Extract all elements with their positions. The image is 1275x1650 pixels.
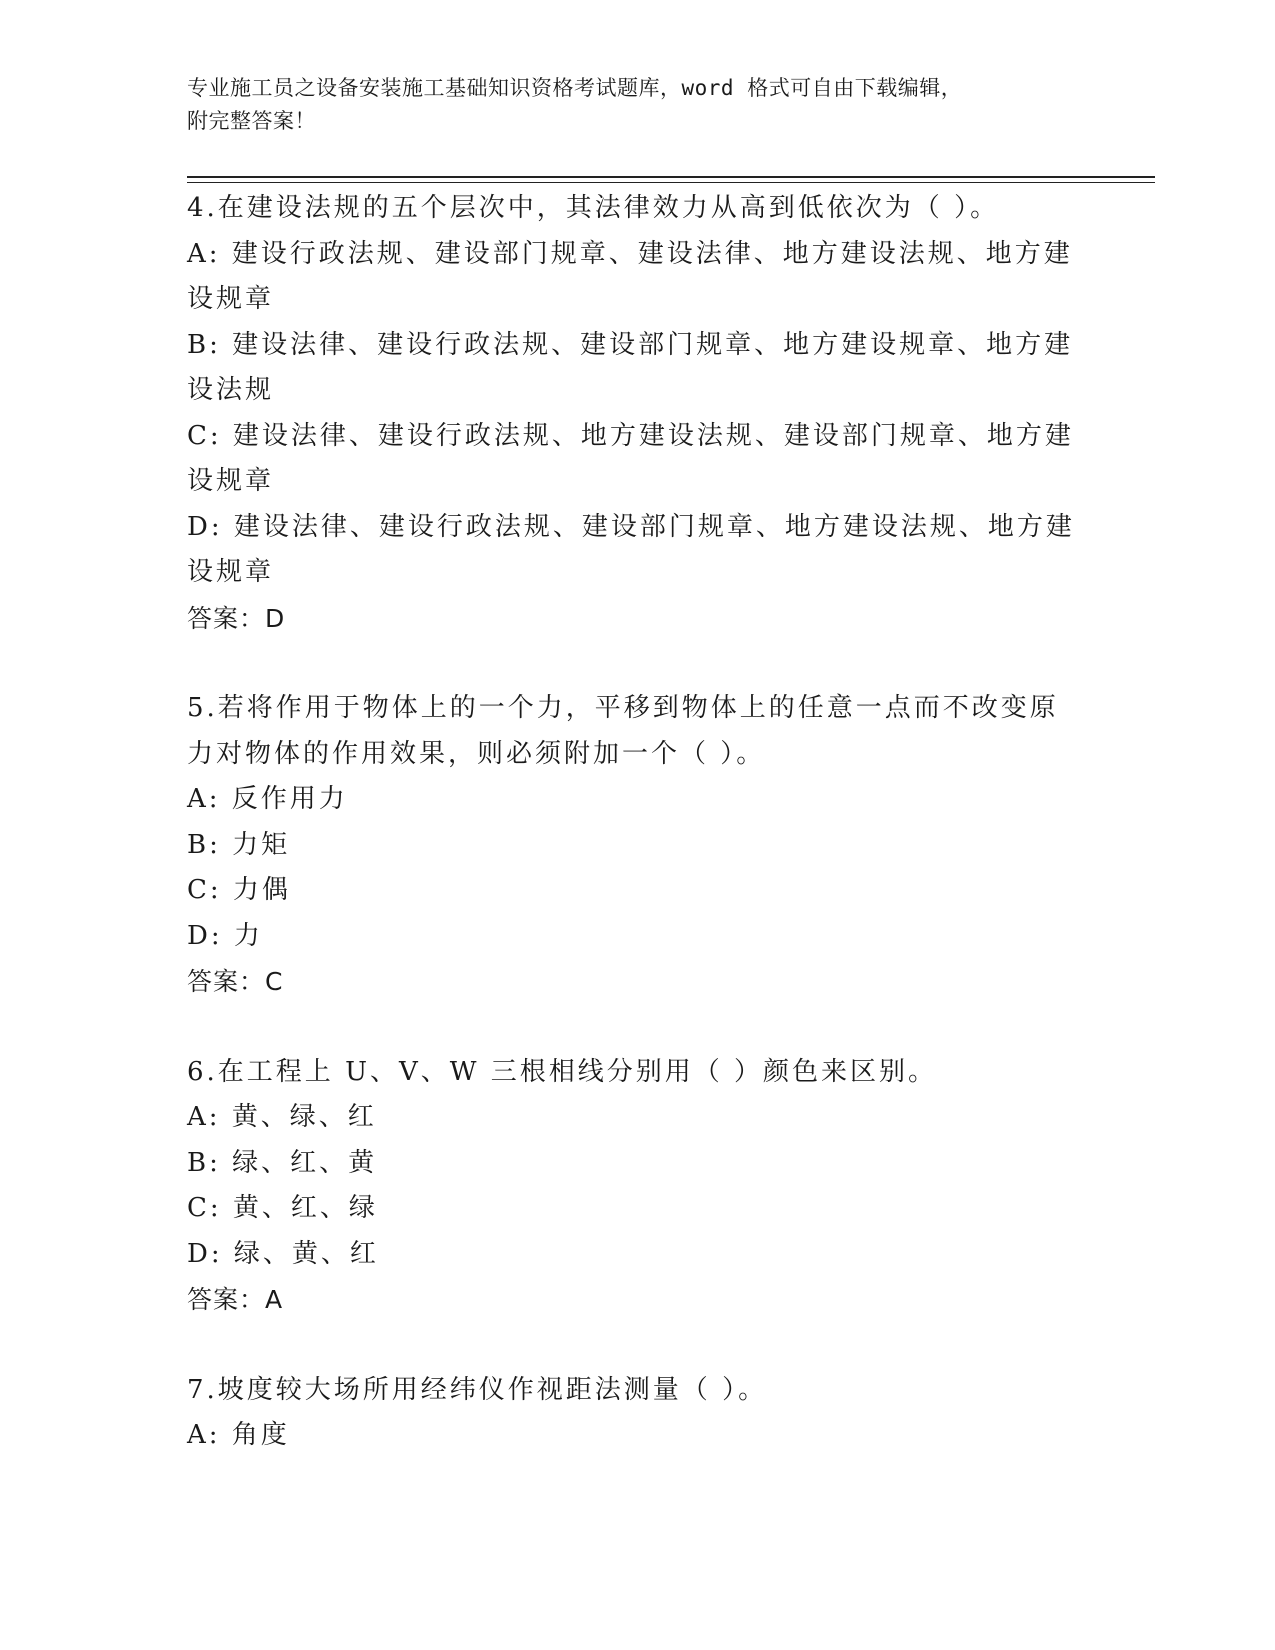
header-divider-thin [187, 182, 1155, 183]
question-option [187, 868, 1087, 914]
option-text: D: 绿、黄、红 [187, 1238, 379, 1269]
option-text: C: 力偶 [187, 875, 291, 905]
option-text: A: 角度 [187, 1420, 290, 1450]
question-option [187, 914, 1087, 960]
question-option [187, 1232, 1087, 1278]
option-text: 设法规 [187, 375, 275, 405]
option-text: D: 建设法律、建设行政法规、建设部门规章、地方建设法规、地方建 [187, 511, 1075, 542]
option-text: B: 绿、红、黄 [187, 1147, 378, 1178]
question-block [187, 686, 1087, 1005]
answer-line: 答案：A [187, 1285, 284, 1314]
question-block [187, 1050, 1087, 1323]
question-option [187, 823, 1087, 869]
option-text: A: 反作用力 [187, 784, 348, 814]
option-text: C: 建设法律、建设行政法规、地方建设法规、建设部门规章、地方建 [187, 420, 1074, 451]
question-option [187, 1413, 1087, 1459]
option-text: B: 建设法律、建设行政法规、建设部门规章、地方建设规章、地方建 [187, 329, 1074, 360]
option-text: A: 黄、绿、红 [187, 1102, 377, 1132]
question-option [187, 1186, 1087, 1232]
question-stem: 5.若将作用于物体上的一个力，平移到物体上的任意一点而不改变原 [187, 693, 1059, 723]
document-header [187, 72, 1087, 138]
option-text: 设规章 [187, 557, 275, 587]
question-option [187, 1141, 1087, 1187]
header-divider [187, 176, 1155, 178]
question-spacer [187, 1323, 1087, 1368]
header-line-2: 附完整答案！ [187, 109, 316, 133]
question-block [187, 186, 1087, 641]
question-stem: 6.在工程上 U、V、W 三根相线分别用（ ）颜色来区别。 [187, 1056, 938, 1087]
option-text: B: 力矩 [187, 829, 291, 860]
question-option [187, 505, 1087, 596]
header-line-1: 专业施工员之设备安装施工基础知识资格考试题库，word 格式可自由下载编辑， [187, 76, 963, 100]
option-text: D: 力 [187, 920, 263, 951]
question-option [187, 232, 1087, 323]
question-stem: 7.坡度较大场所用经纬仪作视距法测量（ ）。 [187, 1374, 768, 1405]
question-option [187, 1095, 1087, 1141]
question-block [187, 1368, 1087, 1459]
answer-line: 答案：C [187, 967, 284, 996]
question-stem: 力对物体的作用效果，则必须附加一个（ ）。 [187, 738, 766, 769]
question-option [187, 777, 1087, 823]
option-text: 设规章 [187, 284, 275, 314]
question-list [187, 186, 1087, 1459]
question-option [187, 323, 1087, 414]
question-spacer [187, 641, 1087, 686]
question-stem: 4.在建设法规的五个层次中，其法律效力从高到低依次为（ ）。 [187, 193, 1000, 223]
option-text: C: 黄、红、绿 [187, 1193, 378, 1223]
question-spacer [187, 1005, 1087, 1050]
question-option [187, 414, 1087, 505]
option-text: A: 建设行政法规、建设部门规章、建设法律、地方建设法规、地方建 [187, 238, 1073, 269]
answer-line: 答案：D [187, 603, 286, 633]
option-text: 设规章 [187, 466, 275, 496]
